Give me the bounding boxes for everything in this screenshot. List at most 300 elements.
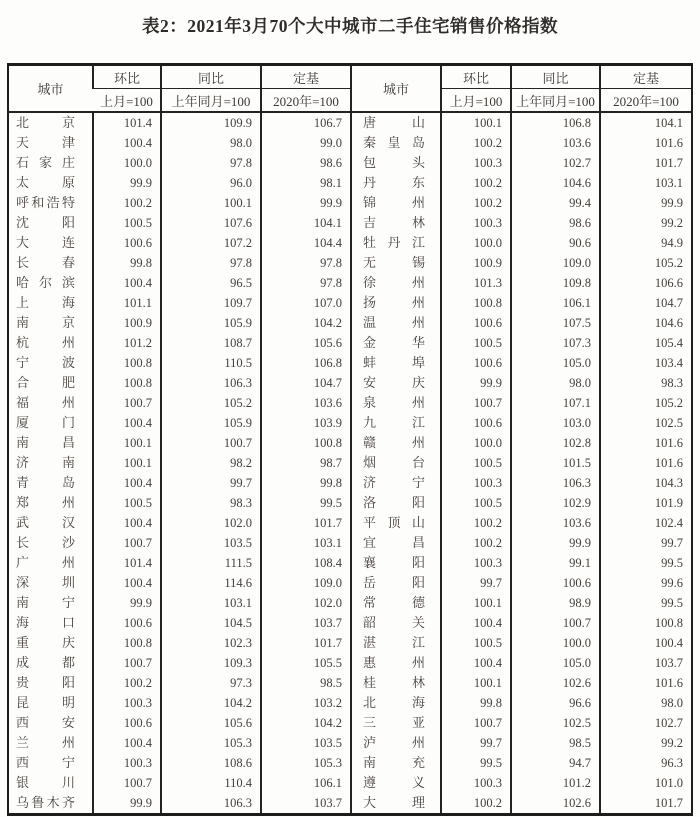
city-name-left: 郑 州 [16, 495, 75, 510]
city-name-right: 泉 州 [363, 395, 425, 410]
fixed-value-right: 100.8 [600, 613, 692, 633]
city-name-right: 无 锡 [363, 255, 425, 270]
city-cell-right [351, 393, 441, 413]
mom-value-left: 100.3 [93, 753, 161, 773]
table-row [8, 193, 692, 213]
fixed-value-left: 105.6 [261, 333, 351, 353]
yoy-value-right: 99.9 [511, 533, 600, 553]
mom-value-left: 99.9 [93, 793, 161, 815]
mom-value-left: 100.1 [93, 453, 161, 473]
fixed-value-right: 99.9 [600, 193, 692, 213]
city-cell-left [8, 493, 93, 513]
city-name-right: 九 江 [363, 415, 425, 430]
fixed-value-right: 100.4 [600, 633, 692, 653]
city-cell-left [8, 793, 93, 815]
mom-value-right: 100.9 [441, 253, 511, 273]
mom-value-right: 100.3 [441, 213, 511, 233]
city-name-right: 常 德 [363, 595, 425, 610]
city-cell-right [351, 633, 441, 653]
mom-value-left: 100.6 [93, 233, 161, 253]
mom-value-right: 100.5 [441, 333, 511, 353]
mom-value-right: 100.2 [441, 133, 511, 153]
fixed-value-left: 99.0 [261, 133, 351, 153]
yoy-value-left: 102.3 [161, 633, 261, 653]
fixed-value-right: 102.5 [600, 413, 692, 433]
mom-value-right: 100.2 [441, 533, 511, 553]
fixed-value-left: 106.1 [261, 773, 351, 793]
mom-value-left: 100.9 [93, 313, 161, 333]
city-name-left: 兰 州 [16, 735, 75, 750]
fixed-value-left: 103.7 [261, 793, 351, 815]
yoy-value-right: 106.8 [511, 112, 600, 133]
table-row [8, 473, 692, 493]
city-name-left: 西 安 [16, 715, 75, 730]
mom-value-left: 101.1 [93, 293, 161, 313]
fixed-value-left: 97.8 [261, 273, 351, 293]
city-cell-right [351, 573, 441, 593]
city-cell-left [8, 353, 93, 373]
mom-value-left: 101.2 [93, 333, 161, 353]
mom-value-right: 100.3 [441, 553, 511, 573]
city-cell-left [8, 473, 93, 493]
fixed-value-right: 104.6 [600, 313, 692, 333]
yoy-value-right: 105.0 [511, 653, 600, 673]
mom-value-left: 100.2 [93, 193, 161, 213]
mom-value-left: 100.7 [93, 393, 161, 413]
city-name-left: 乌 鲁 木 齐 [16, 795, 75, 810]
yoy-value-right: 102.9 [511, 493, 600, 513]
table-row [8, 513, 692, 533]
table-body [8, 112, 692, 815]
mom-value-left: 100.1 [93, 433, 161, 453]
yoy-value-left: 109.3 [161, 653, 261, 673]
col-header-fixed-right: 定基 [600, 65, 692, 89]
fixed-value-right: 96.3 [600, 753, 692, 773]
mom-value-right: 100.5 [441, 453, 511, 473]
city-name-right: 北 海 [363, 695, 425, 710]
fixed-value-right: 99.7 [600, 533, 692, 553]
col-subheader-fixed-base-right: 2020年=100 [600, 89, 692, 113]
city-cell-left [8, 153, 93, 173]
fixed-value-right: 99.2 [600, 213, 692, 233]
yoy-value-left: 99.7 [161, 473, 261, 493]
fixed-value-right: 101.9 [600, 493, 692, 513]
city-name-left: 呼 和 浩 特 [16, 195, 75, 210]
yoy-value-left: 100.7 [161, 433, 261, 453]
city-cell-left [8, 513, 93, 533]
yoy-value-right: 101.2 [511, 773, 600, 793]
city-cell-left [8, 253, 93, 273]
table-row [8, 112, 692, 133]
yoy-value-right: 104.6 [511, 173, 600, 193]
col-header-city-right: 城市 [351, 65, 441, 113]
city-cell-right [351, 613, 441, 633]
city-name-right: 大 理 [363, 795, 425, 810]
yoy-value-left: 102.0 [161, 513, 261, 533]
yoy-value-left: 98.3 [161, 493, 261, 513]
yoy-value-right: 99.1 [511, 553, 600, 573]
mom-value-left: 100.7 [93, 653, 161, 673]
col-subheader-mom-base-left: 上月=100 [93, 89, 161, 113]
city-cell-left [8, 753, 93, 773]
fixed-value-left: 103.9 [261, 413, 351, 433]
yoy-value-right: 98.6 [511, 213, 600, 233]
fixed-value-left: 104.2 [261, 313, 351, 333]
city-cell-right [351, 533, 441, 553]
yoy-value-right: 100.6 [511, 573, 600, 593]
city-cell-right [351, 753, 441, 773]
fixed-value-right: 103.7 [600, 653, 692, 673]
table-row [8, 753, 692, 773]
city-name-right: 遵 义 [363, 775, 425, 790]
col-header-yoy-right: 同比 [511, 65, 600, 89]
city-cell-right [351, 593, 441, 613]
table-row [8, 673, 692, 693]
mom-value-left: 100.7 [93, 773, 161, 793]
city-name-right: 惠 州 [363, 655, 425, 670]
table-row [8, 413, 692, 433]
fixed-value-right: 102.7 [600, 713, 692, 733]
city-cell-right [351, 653, 441, 673]
mom-value-right: 100.2 [441, 173, 511, 193]
mom-value-left: 100.5 [93, 493, 161, 513]
fixed-value-right: 104.3 [600, 473, 692, 493]
yoy-value-left: 106.3 [161, 793, 261, 815]
fixed-value-right: 99.2 [600, 733, 692, 753]
col-header-mom-right: 环比 [441, 65, 511, 89]
mom-value-left: 101.4 [93, 553, 161, 573]
mom-value-right: 99.8 [441, 693, 511, 713]
city-cell-left [8, 433, 93, 453]
city-cell-right [351, 273, 441, 293]
city-cell-left [8, 673, 93, 693]
city-name-right: 金 华 [363, 335, 425, 350]
table-row [8, 353, 692, 373]
table-row [8, 593, 692, 613]
city-name-left: 银 川 [16, 775, 75, 790]
city-name-right: 扬 州 [363, 295, 425, 310]
yoy-value-left: 114.6 [161, 573, 261, 593]
mom-value-right: 100.0 [441, 433, 511, 453]
yoy-value-right: 102.6 [511, 673, 600, 693]
mom-value-left: 100.4 [93, 733, 161, 753]
fixed-value-right: 104.1 [600, 112, 692, 133]
yoy-value-left: 103.5 [161, 533, 261, 553]
city-name-right: 吉 林 [363, 215, 425, 230]
city-cell-left [8, 373, 93, 393]
city-cell-right [351, 733, 441, 753]
yoy-value-left: 110.5 [161, 353, 261, 373]
col-subheader-fixed-base-left: 2020年=100 [261, 89, 351, 113]
mom-value-left: 100.4 [93, 413, 161, 433]
yoy-value-right: 98.0 [511, 373, 600, 393]
table-row [8, 433, 692, 453]
yoy-value-left: 104.5 [161, 613, 261, 633]
mom-value-left: 100.3 [93, 693, 161, 713]
city-name-right: 赣 州 [363, 435, 425, 450]
mom-value-left: 100.8 [93, 373, 161, 393]
city-cell-right [351, 773, 441, 793]
mom-value-right: 99.7 [441, 573, 511, 593]
yoy-value-left: 105.9 [161, 313, 261, 333]
fixed-value-left: 99.5 [261, 493, 351, 513]
city-name-left: 长 沙 [16, 535, 75, 550]
city-cell-right [351, 453, 441, 473]
fixed-value-right: 103.4 [600, 353, 692, 373]
city-name-right: 唐 山 [363, 115, 425, 130]
mom-value-left: 100.4 [93, 573, 161, 593]
fixed-value-left: 98.1 [261, 173, 351, 193]
mom-value-left: 100.8 [93, 633, 161, 653]
city-cell-left [8, 733, 93, 753]
fixed-value-left: 105.5 [261, 653, 351, 673]
header-row-1 [8, 65, 692, 89]
mom-value-right: 100.7 [441, 713, 511, 733]
fixed-value-right: 99.5 [600, 593, 692, 613]
yoy-value-left: 105.6 [161, 713, 261, 733]
city-cell-right [351, 173, 441, 193]
city-cell-right [351, 673, 441, 693]
yoy-value-right: 106.1 [511, 293, 600, 313]
fixed-value-right: 106.6 [600, 273, 692, 293]
city-cell-right [351, 153, 441, 173]
yoy-value-right: 109.8 [511, 273, 600, 293]
fixed-value-left: 104.7 [261, 373, 351, 393]
col-header-yoy-left: 同比 [161, 65, 261, 89]
city-name-right: 温 州 [363, 315, 425, 330]
city-name-left: 厦 门 [16, 415, 75, 430]
mom-value-right: 100.6 [441, 413, 511, 433]
fixed-value-left: 107.0 [261, 293, 351, 313]
city-cell-right [351, 713, 441, 733]
city-name-right: 济 宁 [363, 475, 425, 490]
city-cell-right [351, 193, 441, 213]
fixed-value-right: 98.0 [600, 693, 692, 713]
city-cell-left [8, 533, 93, 553]
city-name-left: 大 连 [16, 235, 75, 250]
yoy-value-left: 103.1 [161, 593, 261, 613]
city-name-right: 包 头 [363, 155, 425, 170]
city-cell-right [351, 553, 441, 573]
col-header-fixed-left: 定基 [261, 65, 351, 89]
city-name-left: 北 京 [16, 115, 75, 130]
fixed-value-right: 101.6 [600, 433, 692, 453]
table-row [8, 633, 692, 653]
fixed-value-right: 98.3 [600, 373, 692, 393]
city-name-right: 安 庆 [363, 375, 425, 390]
city-name-left: 济 南 [16, 455, 75, 470]
fixed-value-left: 109.0 [261, 573, 351, 593]
fixed-value-right: 101.6 [600, 453, 692, 473]
mom-value-left: 100.0 [93, 153, 161, 173]
mom-value-left: 100.6 [93, 613, 161, 633]
city-name-right: 襄 阳 [363, 555, 425, 570]
mom-value-right: 99.9 [441, 373, 511, 393]
city-name-right: 烟 台 [363, 455, 425, 470]
mom-value-left: 100.4 [93, 133, 161, 153]
city-cell-right [351, 373, 441, 393]
city-cell-right [351, 293, 441, 313]
city-name-left: 南 昌 [16, 435, 75, 450]
mom-value-left: 99.8 [93, 253, 161, 273]
fixed-value-left: 103.2 [261, 693, 351, 713]
city-cell-right [351, 233, 441, 253]
city-cell-left [8, 173, 93, 193]
fixed-value-left: 102.0 [261, 593, 351, 613]
fixed-value-left: 106.7 [261, 112, 351, 133]
table-row [8, 253, 692, 273]
mom-value-right: 100.3 [441, 473, 511, 493]
city-name-right: 徐 州 [363, 275, 425, 290]
city-cell-right [351, 133, 441, 153]
city-name-right: 宜 昌 [363, 535, 425, 550]
table-row [8, 693, 692, 713]
city-name-left: 成 都 [16, 655, 75, 670]
fixed-value-right: 105.4 [600, 333, 692, 353]
fixed-value-left: 103.6 [261, 393, 351, 413]
city-name-right: 丹 东 [363, 175, 425, 190]
mom-value-right: 100.2 [441, 513, 511, 533]
mom-value-right: 100.1 [441, 673, 511, 693]
fixed-value-left: 104.1 [261, 213, 351, 233]
yoy-value-left: 106.3 [161, 373, 261, 393]
city-cell-right [351, 213, 441, 233]
city-name-left: 昆 明 [16, 695, 75, 710]
table-row [8, 213, 692, 233]
yoy-value-right: 100.0 [511, 633, 600, 653]
col-header-city-left: 城市 [8, 65, 93, 113]
city-name-right: 秦 皇 岛 [363, 135, 425, 150]
yoy-value-right: 98.9 [511, 593, 600, 613]
city-cell-right [351, 413, 441, 433]
city-cell-left [8, 613, 93, 633]
yoy-value-left: 97.8 [161, 253, 261, 273]
fixed-value-left: 99.9 [261, 193, 351, 213]
city-cell-right [351, 693, 441, 713]
city-cell-left [8, 333, 93, 353]
yoy-value-right: 103.0 [511, 413, 600, 433]
yoy-value-left: 100.1 [161, 193, 261, 213]
yoy-value-right: 94.7 [511, 753, 600, 773]
city-name-left: 福 州 [16, 395, 75, 410]
city-cell-right [351, 333, 441, 353]
mom-value-right: 100.3 [441, 153, 511, 173]
yoy-value-right: 102.6 [511, 793, 600, 815]
city-cell-left [8, 213, 93, 233]
yoy-value-right: 101.5 [511, 453, 600, 473]
yoy-value-right: 100.7 [511, 613, 600, 633]
city-cell-left [8, 453, 93, 473]
table-row [8, 453, 692, 473]
city-name-right: 岳 阳 [363, 575, 425, 590]
table-row [8, 793, 692, 815]
city-name-right: 三 亚 [363, 715, 425, 730]
city-cell-right [351, 473, 441, 493]
mom-value-right: 100.5 [441, 493, 511, 513]
fixed-value-left: 101.7 [261, 513, 351, 533]
yoy-value-left: 105.2 [161, 393, 261, 413]
city-name-left: 宁 波 [16, 355, 75, 370]
mom-value-right: 100.3 [441, 773, 511, 793]
yoy-value-right: 99.4 [511, 193, 600, 213]
city-name-left: 西 宁 [16, 755, 75, 770]
yoy-value-right: 109.0 [511, 253, 600, 273]
yoy-value-right: 102.7 [511, 153, 600, 173]
yoy-value-left: 109.9 [161, 112, 261, 133]
yoy-value-right: 90.6 [511, 233, 600, 253]
mom-value-right: 100.4 [441, 613, 511, 633]
table-row [8, 373, 692, 393]
yoy-value-right: 107.1 [511, 393, 600, 413]
mom-value-right: 100.0 [441, 233, 511, 253]
city-name-right: 锦 州 [363, 195, 425, 210]
fixed-value-right: 101.6 [600, 673, 692, 693]
city-name-left: 南 宁 [16, 595, 75, 610]
fixed-value-left: 103.1 [261, 533, 351, 553]
fixed-value-left: 104.4 [261, 233, 351, 253]
yoy-value-right: 96.6 [511, 693, 600, 713]
fixed-value-right: 101.0 [600, 773, 692, 793]
city-name-left: 贵 阳 [16, 675, 75, 690]
header-row-2 [8, 89, 692, 113]
fixed-value-right: 94.9 [600, 233, 692, 253]
city-name-right: 桂 林 [363, 675, 425, 690]
city-name-left: 天 津 [16, 135, 75, 150]
yoy-value-left: 98.2 [161, 453, 261, 473]
city-cell-left [8, 112, 93, 133]
city-name-left: 石 家 庄 [16, 155, 75, 170]
mom-value-left: 100.7 [93, 533, 161, 553]
fixed-value-right: 105.2 [600, 253, 692, 273]
yoy-value-left: 107.6 [161, 213, 261, 233]
city-cell-left [8, 233, 93, 253]
table-row [8, 573, 692, 593]
city-name-right: 蚌 埠 [363, 355, 425, 370]
yoy-value-left: 97.8 [161, 153, 261, 173]
col-subheader-yoy-base-right: 上年同月=100 [511, 89, 600, 113]
city-cell-left [8, 133, 93, 153]
mom-value-right: 100.2 [441, 193, 511, 213]
table-row [8, 653, 692, 673]
mom-value-right: 100.1 [441, 593, 511, 613]
city-cell-right [351, 353, 441, 373]
city-name-left: 广 州 [16, 555, 75, 570]
fixed-value-left: 98.5 [261, 673, 351, 693]
yoy-value-left: 97.3 [161, 673, 261, 693]
price-index-table [7, 63, 693, 816]
yoy-value-left: 96.5 [161, 273, 261, 293]
mom-value-right: 99.5 [441, 753, 511, 773]
yoy-value-left: 104.2 [161, 693, 261, 713]
table-row [8, 293, 692, 313]
mom-value-right: 100.8 [441, 293, 511, 313]
table-row [8, 153, 692, 173]
fixed-value-left: 103.7 [261, 613, 351, 633]
city-name-right: 洛 阳 [363, 495, 425, 510]
yoy-value-right: 107.3 [511, 333, 600, 353]
fixed-value-right: 101.7 [600, 153, 692, 173]
city-name-left: 沈 阳 [16, 215, 75, 230]
fixed-value-left: 97.8 [261, 253, 351, 273]
yoy-value-left: 105.3 [161, 733, 261, 753]
city-name-right: 南 充 [363, 755, 425, 770]
city-name-right: 湛 江 [363, 635, 425, 650]
city-cell-right [351, 253, 441, 273]
city-name-left: 哈 尔 滨 [16, 275, 75, 290]
mom-value-right: 99.7 [441, 733, 511, 753]
yoy-value-left: 96.0 [161, 173, 261, 193]
city-cell-left [8, 193, 93, 213]
